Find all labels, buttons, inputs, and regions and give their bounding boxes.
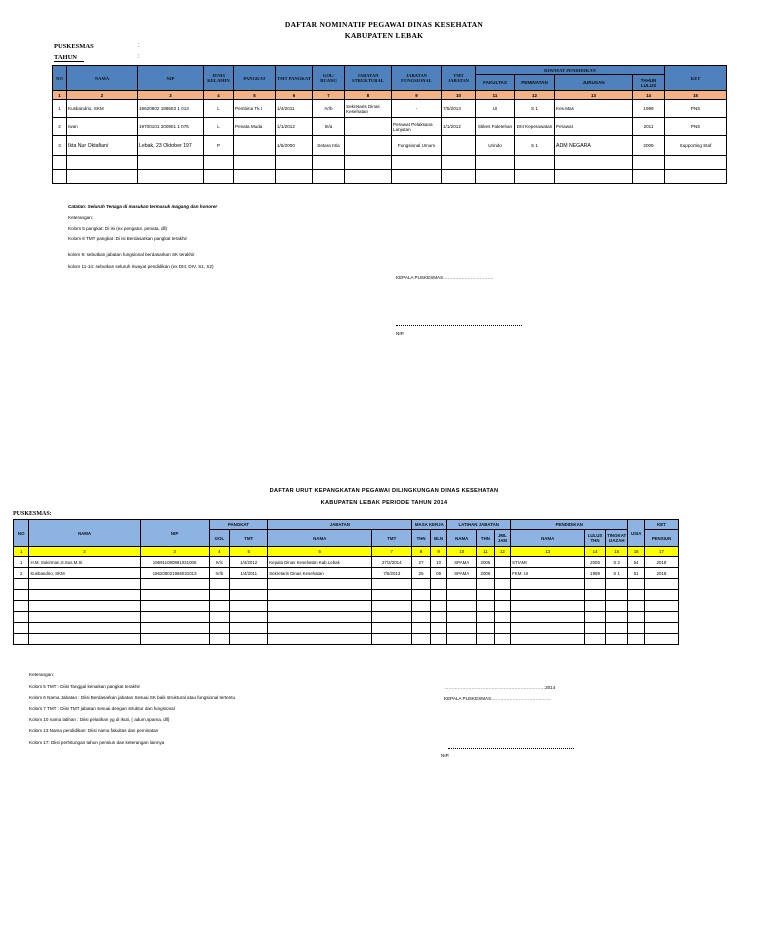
col-number: 17 <box>644 547 678 557</box>
col-number: 11 <box>476 91 515 100</box>
th-pendidikan-nama: NAMA <box>511 530 585 547</box>
th-nama: NAMA <box>67 66 138 91</box>
doc1-col-number-row <box>53 91 727 100</box>
th-fakultas: FAKULTAS <box>476 75 515 91</box>
col-number: 10 <box>447 547 477 557</box>
table-row-empty <box>14 623 679 634</box>
th-jabatan-fungsional: JABATAN FUNGSIONAL <box>392 66 442 91</box>
doc2-note-k5: Kolom 5 TMT : Diisi Tanggal kenaikan pangkat terakhir <box>29 684 141 689</box>
col-number: 8 <box>345 91 392 100</box>
cell: Kusbandrio, SKM <box>29 568 140 579</box>
cell: SPAMA <box>447 557 477 568</box>
cell: 51 <box>628 568 644 579</box>
th-ket: KET <box>665 66 727 91</box>
cell: 27/2/2014 <box>372 557 412 568</box>
doc1-tahun-colon: : <box>138 54 140 60</box>
cell: UI <box>476 100 515 118</box>
cell: PNS <box>665 100 727 118</box>
th-lulus-thn: LULUS THN <box>585 530 606 547</box>
cell: 1999 <box>585 568 606 579</box>
col-number: 9 <box>430 547 446 557</box>
cell: Penata Muda <box>234 118 276 136</box>
doc2-puskesmas-label: PUSKESMAS: <box>13 511 52 517</box>
col-number: 9 <box>392 91 442 100</box>
cell: 2011 <box>633 118 665 136</box>
col-number: 4 <box>204 91 234 100</box>
doc2-note-k17: Kolom 17: Diisi perhitungan tahun pensiun dan keterangan lainnya <box>29 740 165 745</box>
cell: P <box>204 136 234 156</box>
th-tahun-lulus: TAHUN LULUS <box>633 75 665 91</box>
th-nip: NIP <box>140 520 209 547</box>
doc1-note-k5: Kolom 5 pangkat: Di isi (ex pengatur, penata, dll) <box>68 226 168 231</box>
col-number: 14 <box>633 91 665 100</box>
col-number: 16 <box>628 547 644 557</box>
col-number: 15 <box>665 91 727 100</box>
th-pendidikan: PENDIDIKAN <box>511 520 628 530</box>
cell: 2018 <box>644 568 678 579</box>
cell: Supporting Staf <box>665 136 727 156</box>
cell <box>234 136 276 156</box>
th-gol: GOL <box>209 530 230 547</box>
doc1-puskesmas-colon: : <box>138 43 140 49</box>
cell: 1 <box>14 557 29 568</box>
col-number: 1 <box>14 547 29 557</box>
cell: S 1 <box>515 136 555 156</box>
col-number: 10 <box>442 91 476 100</box>
cell: Sekretaris Dinas Kesehatan <box>268 568 372 579</box>
cell: 1/4/2011 <box>230 568 268 579</box>
cell <box>345 136 392 156</box>
cell <box>442 136 476 156</box>
cell: Stikes Faletehan <box>476 118 515 136</box>
th-latihan-thn: THN <box>477 530 494 547</box>
cell: Urindo <box>476 136 515 156</box>
th-peminatan: PEMINATAN <box>515 75 555 91</box>
cell: Iwan <box>67 118 138 136</box>
doc1-table <box>52 65 727 184</box>
col-number: 8 <box>412 547 431 557</box>
th-tmt-jabatan: TMT JABATAN <box>442 66 476 91</box>
cell: 195911080981031006 <box>140 557 209 568</box>
cell <box>494 557 510 568</box>
table-row <box>14 557 679 568</box>
th-jml-jam: JML JAM <box>494 530 510 547</box>
cell: 7/5/2013 <box>442 100 476 118</box>
th-tmt: TMT <box>230 530 268 547</box>
doc1-puskesmas-label: PUSKESMAS <box>54 43 94 50</box>
col-number: 6 <box>268 547 372 557</box>
th-no: NO <box>53 66 67 91</box>
col-number: 7 <box>313 91 345 100</box>
th-jabatan: JABATAN <box>268 520 412 530</box>
cell: DIII Keperawatan <box>515 118 555 136</box>
th-pangkat: PANGKAT <box>209 520 268 530</box>
cell: 1/5/2000 <box>276 136 313 156</box>
th-latihan-jabatan: LATIHAN JABATAN <box>447 520 511 530</box>
cell: 10 <box>430 557 446 568</box>
th-pensiun: PENSIUN <box>644 530 678 547</box>
cell: IV/b <box>209 568 230 579</box>
table-row-empty <box>14 612 679 623</box>
cell: - <box>392 100 442 118</box>
doc1-note-k6: Kolom 6 TMT pangkat :Di isi Berdasarkan pangkat terakhir <box>68 236 188 241</box>
doc2-nip: NIP. <box>441 753 450 758</box>
col-number: 7 <box>372 547 412 557</box>
cell: 2006 <box>477 568 494 579</box>
cell: 54 <box>628 557 644 568</box>
doc2-note-k6: Kolom 6 Nama Jabatan : Diisi Berdasarkan jabatan Sesuai SK baik struktural atau fungsional tertentu <box>29 695 236 700</box>
col-number: 5 <box>230 547 268 557</box>
cell: 2018 <box>644 557 678 568</box>
cell: 3 <box>53 136 67 156</box>
doc1-nip: NIP. <box>396 331 405 336</box>
th-jabatan-nama: NAMA <box>268 530 372 547</box>
table-row-empty <box>14 590 679 601</box>
cell: 7/5/2013 <box>372 568 412 579</box>
cell: L <box>204 100 234 118</box>
col-number: 11 <box>477 547 494 557</box>
cell: ADM NEGARA <box>555 136 633 156</box>
table-row <box>53 118 727 136</box>
th-latihan-nama: NAMA <box>447 530 477 547</box>
table-row <box>53 136 727 156</box>
cell: Pembina Tk.I <box>234 100 276 118</box>
doc2-table <box>13 519 679 645</box>
doc2-keterangan: Keterangan: <box>29 672 55 677</box>
cell: Lebak, 23 Oktober 197 <box>138 136 204 156</box>
cell: 27 <box>412 557 431 568</box>
col-number: 12 <box>515 91 555 100</box>
doc1-catatan: Catatan: Seluruh Tenaga di masukan termasuk magang dan honorer <box>68 204 218 209</box>
th-bln: BLN <box>430 530 446 547</box>
cell: Fungsional Umum <box>392 136 442 156</box>
doc1-signature-line <box>396 325 522 326</box>
doc1-kepala-puskesmas: KEPALA PUSKESMAS…………………………… <box>396 275 494 280</box>
cell: 09 <box>430 568 446 579</box>
doc2-title-line2: KABUPATEN LEBAK PERIODE TAHUN 2014 <box>320 500 448 506</box>
th-pangkat: PANGKAT <box>234 66 276 91</box>
cell: Sekretaris Dinas Kesehatan <box>345 100 392 118</box>
table-row <box>53 100 727 118</box>
col-number: 4 <box>209 547 230 557</box>
cell: Ikta Nur Oktafiani <box>67 136 138 156</box>
col-number: 3 <box>140 547 209 557</box>
col-number: 2 <box>29 547 140 557</box>
cell: 2 <box>14 568 29 579</box>
cell: 1999 <box>633 100 665 118</box>
th-ket: KET <box>644 520 678 530</box>
cell: Perawat Pelaksana Lanjutan <box>392 118 442 136</box>
cell: Perawat <box>555 118 633 136</box>
cell: 1/4/2012 <box>230 557 268 568</box>
table-row-empty <box>14 579 679 590</box>
cell: Kes.Mas <box>555 100 633 118</box>
doc1-tahun-label: TAHUN <box>54 54 84 62</box>
cell: Kusbandrio, SKM <box>67 100 138 118</box>
table-row <box>14 568 679 579</box>
doc2-date-line: …………………………………………………………2014 <box>444 685 556 690</box>
col-number: 13 <box>555 91 633 100</box>
cell: 2005 <box>477 557 494 568</box>
th-nama: NAMA <box>29 520 140 547</box>
th-tmt-pangkat: TMT PANGKAT <box>276 66 313 91</box>
col-number: 3 <box>138 91 204 100</box>
cell: SPAMA <box>447 568 477 579</box>
th-tingkat-ijazah: TINGKAT IJAZAH <box>605 530 628 547</box>
doc2-note-k10: Kolom 10 nama latihan : Diisi pelatihan yg di ikuti, ( adum,spama, dll) <box>29 717 170 722</box>
cell: 2005 <box>585 557 606 568</box>
cell: IV/c <box>209 557 230 568</box>
cell: S 2 <box>605 557 628 568</box>
cell: Setara III/a <box>313 136 345 156</box>
cell: 2 <box>53 118 67 136</box>
doc1-note-k9: kolom 9: sebutkan jabatan fungsional berdasarkan SK terakhir <box>68 252 195 257</box>
cell: 19620802 198603 1 013 <box>138 100 204 118</box>
cell <box>345 118 392 136</box>
cell: Kepala Dinas Kesehatan Kab.Lebak <box>268 557 372 568</box>
table-row-empty <box>14 601 679 612</box>
th-usia: USIA <box>628 520 644 547</box>
cell: 1 <box>53 100 67 118</box>
th-masa-kerja: MASA KERJA <box>412 520 447 530</box>
doc2-title-line1: DAFTAR URUT KEPANGKATAN PEGAWAI DILINGKUNGAN DINAS KESEHATAN <box>269 488 499 494</box>
doc1-title-line2: KABUPATEN LEBAK <box>344 31 424 40</box>
th-nip: NIP <box>138 66 204 91</box>
cell: 196208021986031013 <box>140 568 209 579</box>
col-number: 13 <box>511 547 585 557</box>
th-gol-ruang: GOL/ RUANG <box>313 66 345 91</box>
col-number: 5 <box>234 91 276 100</box>
table-row-empty <box>14 634 679 645</box>
cell: III/a <box>313 118 345 136</box>
cell: 1/4/2011 <box>276 100 313 118</box>
cell: PNS <box>665 118 727 136</box>
cell: 25 <box>412 568 431 579</box>
th-jabatan-struktural: JABATAN STRUKTURAL <box>345 66 392 91</box>
table-row-empty <box>53 170 727 184</box>
col-number: 14 <box>585 547 606 557</box>
doc2-signature-line <box>448 748 574 749</box>
doc1-title-line1: DAFTAR NOMINATIF PEGAWAI DINAS KESEHATAN <box>284 20 484 29</box>
col-number: 6 <box>276 91 313 100</box>
cell: STIAMI <box>511 557 585 568</box>
th-jabatan-tmt: TMT <box>372 530 412 547</box>
cell: 19700101 200901 1 076 <box>138 118 204 136</box>
cell: 1/1/2012 <box>442 118 476 136</box>
col-number: 15 <box>605 547 628 557</box>
doc2-note-k13: Kolom 13 Nama pendidikan: Diisi nama fakultas dan peminatan <box>29 728 159 733</box>
cell: S 1 <box>515 100 555 118</box>
cell: IV/b <box>313 100 345 118</box>
col-number: 12 <box>494 547 510 557</box>
cell: FKM. UI <box>511 568 585 579</box>
cell: 2009 <box>633 136 665 156</box>
th-no: NO <box>14 520 29 547</box>
doc2-kepala-puskesmas: KEPALA PUSKESMAS………………………………… <box>444 696 551 701</box>
cell: L <box>204 118 234 136</box>
doc1-note-k11: kolom 11-14: sebutkan seluruh riwayat pendidikan (ex DIII, DIV, S1, S2) <box>68 264 214 269</box>
cell: 1/1/2012 <box>276 118 313 136</box>
cell: S 1 <box>605 568 628 579</box>
th-thn: THN <box>412 530 431 547</box>
cell: H.M. Sukirman,S.Sos.M.Si <box>29 557 140 568</box>
th-jenis-kelamin: JENIS KELAMIN <box>204 66 234 91</box>
doc1-keterangan: Keterangan: <box>68 215 94 220</box>
cell <box>494 568 510 579</box>
table-row-empty <box>53 156 727 170</box>
col-number: 2 <box>67 91 138 100</box>
col-number: 1 <box>53 91 67 100</box>
doc2-col-number-row <box>14 547 679 557</box>
th-riwayat-pendidikan: RIWAYAT PENDIDIKAN <box>476 66 665 75</box>
doc2-note-k7: Kolom 7 TMT : Diisi TMT jabatan sesuai dengan struktur dan fungsional <box>29 706 175 711</box>
th-jurusan: JURUSAN <box>555 75 633 91</box>
